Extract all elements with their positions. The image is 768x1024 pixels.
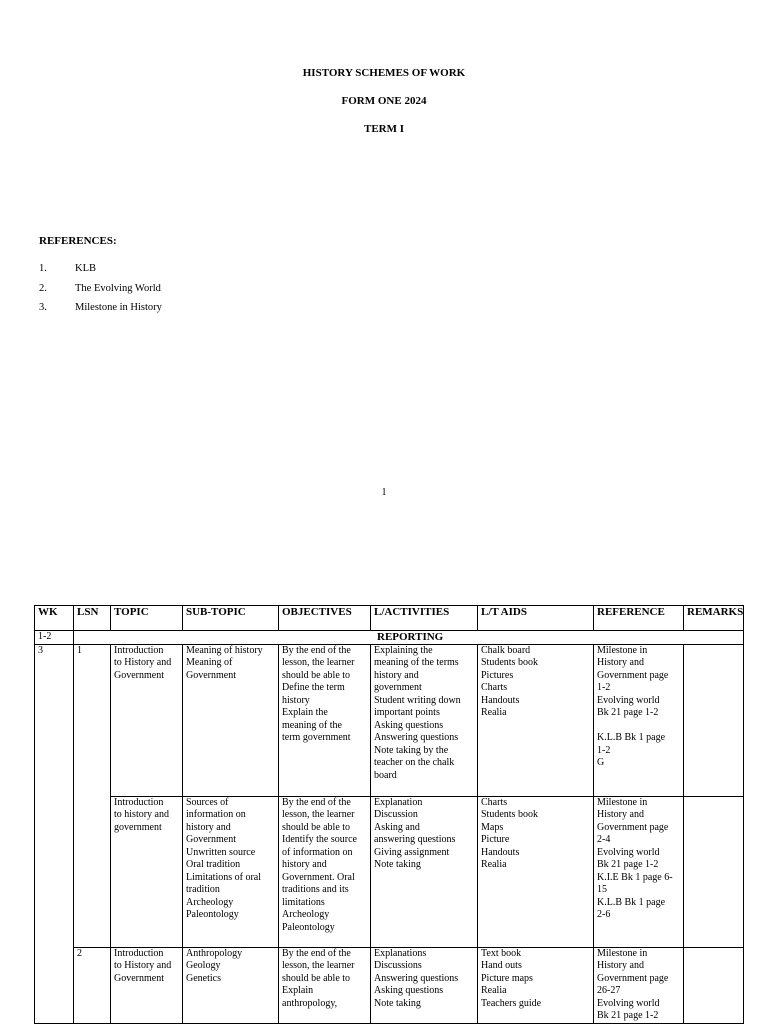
aids-line: Text book xyxy=(481,947,522,959)
reference-line: K.I.E Bk 1 page 6- xyxy=(597,871,673,883)
reference-line: Bk 21 page 1-2 xyxy=(597,1010,659,1021)
reference-line: Government page xyxy=(597,669,669,681)
aids-line: Handouts xyxy=(481,846,520,858)
objectives-line: lesson, the learner xyxy=(282,960,355,971)
reference-line: Milestone in xyxy=(597,644,648,656)
topic-cell xyxy=(111,644,183,796)
objectives-line: Archeology xyxy=(282,909,330,920)
reference-line: Government page xyxy=(597,821,669,833)
subtopic-line: Sources of xyxy=(186,796,229,808)
subtopic-line: Meaning of xyxy=(186,657,233,668)
objectives-line: should be able to xyxy=(282,821,351,833)
aids-line: Picture xyxy=(481,834,510,845)
subtopic-line: Geology xyxy=(186,960,221,971)
subtopic-line: information on xyxy=(186,809,246,820)
objectives-line: Explain the xyxy=(282,707,328,718)
activities-line: Discussion xyxy=(374,809,418,820)
topic-cell xyxy=(111,947,183,1023)
reference-line: K.L.B Bk 1 page xyxy=(597,896,666,908)
document-title: HISTORY SCHEMES OF WORK xyxy=(302,67,466,79)
activities-line: teacher on the chalk xyxy=(374,757,455,768)
subtopic-line: Limitations of oral xyxy=(186,871,261,883)
reference-line: Evolving world xyxy=(597,997,660,1009)
activities-line: board xyxy=(374,769,397,781)
activities-line: Explanations xyxy=(374,947,427,959)
aids-line: Realia xyxy=(481,859,507,870)
activities-line: important points xyxy=(374,707,440,718)
header-activities: L/ACTIVITIES xyxy=(371,606,478,631)
topic-cell xyxy=(111,796,183,947)
reference-line: Milestone in xyxy=(597,947,648,959)
topic-line: Introduction xyxy=(114,796,164,808)
remarks-cell xyxy=(684,947,744,1023)
topic-line: to History and xyxy=(114,657,172,668)
reference-cell xyxy=(594,644,684,796)
reference-line: History and xyxy=(597,960,644,971)
objectives-line: of information on xyxy=(282,846,353,858)
activities-line: Note taking xyxy=(374,997,421,1009)
table-row xyxy=(35,644,744,796)
aids-line: Teachers guide xyxy=(481,997,542,1009)
objectives-line: term government xyxy=(282,732,351,743)
subtopic-line: tradition xyxy=(186,884,220,895)
objectives-line: Government. Oral xyxy=(282,871,355,883)
subtopic-line: Archeology xyxy=(186,896,234,908)
reference-line: Bk 21 page 1-2 xyxy=(597,859,659,870)
header-wk: WK xyxy=(35,606,74,631)
subtopic-line: Genetics xyxy=(186,972,221,984)
subtopic-line: Government xyxy=(186,834,236,845)
aids-line: Charts xyxy=(481,682,508,693)
subtopic-line: Anthropology xyxy=(186,947,243,959)
header-remarks: REMARKS xyxy=(684,606,744,631)
aids-line: Realia xyxy=(481,707,507,718)
page-number: 1 xyxy=(381,487,387,498)
reference-text: The Evolving World xyxy=(75,282,161,294)
activities-line: Asking questions xyxy=(374,719,444,731)
reference-line xyxy=(597,720,683,733)
activities-cell xyxy=(371,644,478,796)
activities-line: Note taking by the xyxy=(374,744,449,756)
topic-line: government xyxy=(114,821,162,833)
references-list xyxy=(39,263,162,322)
aids-line: Hand outs xyxy=(481,960,522,971)
activities-line: Discussions xyxy=(374,960,422,971)
activities-line: meaning of the terms xyxy=(374,657,459,668)
activities-cell xyxy=(371,796,478,947)
aids-line: Students book xyxy=(481,809,538,820)
activities-line: Asking and xyxy=(374,821,420,833)
reference-line: G xyxy=(597,757,605,768)
objectives-line: Paleontology xyxy=(282,921,335,933)
header-subtopic: SUB-TOPIC xyxy=(183,606,279,631)
reference-cell xyxy=(594,947,684,1023)
activities-line: history and xyxy=(374,669,419,681)
reference-item xyxy=(39,283,162,303)
reporting-week: 1-2 xyxy=(35,631,74,645)
subtopic-cell xyxy=(183,947,279,1023)
reference-cell xyxy=(594,796,684,947)
header-aids: L/T AIDS xyxy=(478,606,594,631)
reporting-row xyxy=(35,631,744,645)
reference-number: 3. xyxy=(39,302,47,313)
reference-item xyxy=(39,263,162,283)
reference-line: 26-27 xyxy=(597,985,621,996)
aids-line: Maps xyxy=(481,821,504,833)
topic-line: to History and xyxy=(114,960,172,971)
reference-line: Evolving world xyxy=(597,694,660,706)
reference-number: 1. xyxy=(39,263,47,274)
activities-line: Explaining the xyxy=(374,644,433,656)
activities-cell xyxy=(371,947,478,1023)
activities-line: Note taking xyxy=(374,859,421,870)
remarks-cell xyxy=(684,796,744,947)
activities-line: Explanation xyxy=(374,796,423,808)
subtopic-line: history and xyxy=(186,821,231,833)
reference-line: 1-2 xyxy=(597,744,611,756)
reference-number: 2. xyxy=(39,282,47,294)
objectives-cell xyxy=(279,947,371,1023)
objectives-cell xyxy=(279,644,371,796)
header-lsn: LSN xyxy=(74,606,111,631)
reference-line: 1-2 xyxy=(597,682,611,693)
topic-line: Introduction xyxy=(114,947,164,959)
aids-line: Charts xyxy=(481,796,508,808)
schemes-of-work-table xyxy=(34,605,744,1024)
reference-line: Evolving world xyxy=(597,846,660,858)
aids-line: Chalk board xyxy=(481,644,531,656)
activities-line: government xyxy=(374,682,422,693)
subtopic-cell xyxy=(183,796,279,947)
reference-line: History and xyxy=(597,657,644,668)
objectives-line: By the end of the xyxy=(282,947,351,959)
activities-line: Giving assignment xyxy=(374,846,450,858)
objectives-line: Explain xyxy=(282,985,314,996)
objectives-line: history and xyxy=(282,859,327,870)
objectives-line: history xyxy=(282,694,310,706)
reference-text: Milestone in History xyxy=(75,302,162,313)
subtopic-line: Government xyxy=(186,669,236,681)
header-topic: TOPIC xyxy=(111,606,183,631)
objectives-line: should be able to xyxy=(282,669,351,681)
header-reference: REFERENCE xyxy=(594,606,684,631)
aids-cell xyxy=(478,947,594,1023)
aids-line: Students book xyxy=(481,657,538,668)
reference-line: Milestone in xyxy=(597,796,648,808)
activities-line: Student writing down xyxy=(374,694,461,706)
subtopic-line: Paleontology xyxy=(186,909,239,920)
aids-line: Pictures xyxy=(481,669,514,681)
objectives-line: meaning of the xyxy=(282,719,342,731)
reference-line: Bk 21 page 1-2 xyxy=(597,707,659,718)
objectives-line: lesson, the learner xyxy=(282,657,355,668)
aids-cell xyxy=(478,644,594,796)
remarks-cell xyxy=(684,644,744,796)
lesson-number-cell: 1 xyxy=(74,644,111,947)
reference-text: KLB xyxy=(75,263,96,274)
topic-line: to history and xyxy=(114,809,169,820)
reference-item xyxy=(39,302,162,322)
document-term: TERM I xyxy=(363,123,405,135)
aids-line: Picture maps xyxy=(481,972,533,984)
reference-line: 15 xyxy=(597,884,607,895)
table-header-row xyxy=(35,606,744,631)
aids-cell xyxy=(478,796,594,947)
activities-line: Answering questions xyxy=(374,972,459,984)
objectives-line: traditions and its xyxy=(282,884,349,895)
reference-line: 2-6 xyxy=(597,909,611,920)
objectives-line: By the end of the xyxy=(282,796,351,808)
topic-line: Government xyxy=(114,669,164,681)
reference-line: 2-4 xyxy=(597,834,611,845)
topic-line: Introduction xyxy=(114,644,164,656)
objectives-line: Identify the source xyxy=(282,834,357,845)
reporting-label: REPORTING xyxy=(74,631,744,645)
reference-line: Government page xyxy=(597,972,669,984)
week-cell: 3 xyxy=(35,644,74,1023)
objectives-line: anthropology, xyxy=(282,997,338,1009)
table-row xyxy=(35,947,744,1023)
activities-line: Answering questions xyxy=(374,732,459,743)
objectives-cell xyxy=(279,796,371,947)
topic-line: Government xyxy=(114,972,164,984)
lesson-number-cell: 2 xyxy=(74,947,111,1023)
subtopic-line: Unwritten source xyxy=(186,846,256,858)
aids-line: Realia xyxy=(481,985,507,996)
references-heading: REFERENCES: xyxy=(39,235,117,247)
objectives-line: lesson, the learner xyxy=(282,809,355,820)
activities-line: answering questions xyxy=(374,834,456,845)
aids-line: Handouts xyxy=(481,694,520,706)
subtopic-cell xyxy=(183,644,279,796)
reference-line: K.L.B Bk 1 page xyxy=(597,732,666,743)
objectives-line: Define the term xyxy=(282,682,345,693)
activities-line: Asking questions xyxy=(374,985,444,996)
objectives-line: limitations xyxy=(282,896,325,908)
subtopic-line: Meaning of history xyxy=(186,644,263,656)
objectives-line: should be able to xyxy=(282,972,351,984)
document-subtitle: FORM ONE 2024 xyxy=(341,95,427,107)
objectives-line: By the end of the xyxy=(282,644,351,656)
reference-line: History and xyxy=(597,809,644,820)
table-row xyxy=(35,796,744,947)
header-objectives: OBJECTIVES xyxy=(279,606,371,631)
subtopic-line: Oral tradition xyxy=(186,859,241,870)
